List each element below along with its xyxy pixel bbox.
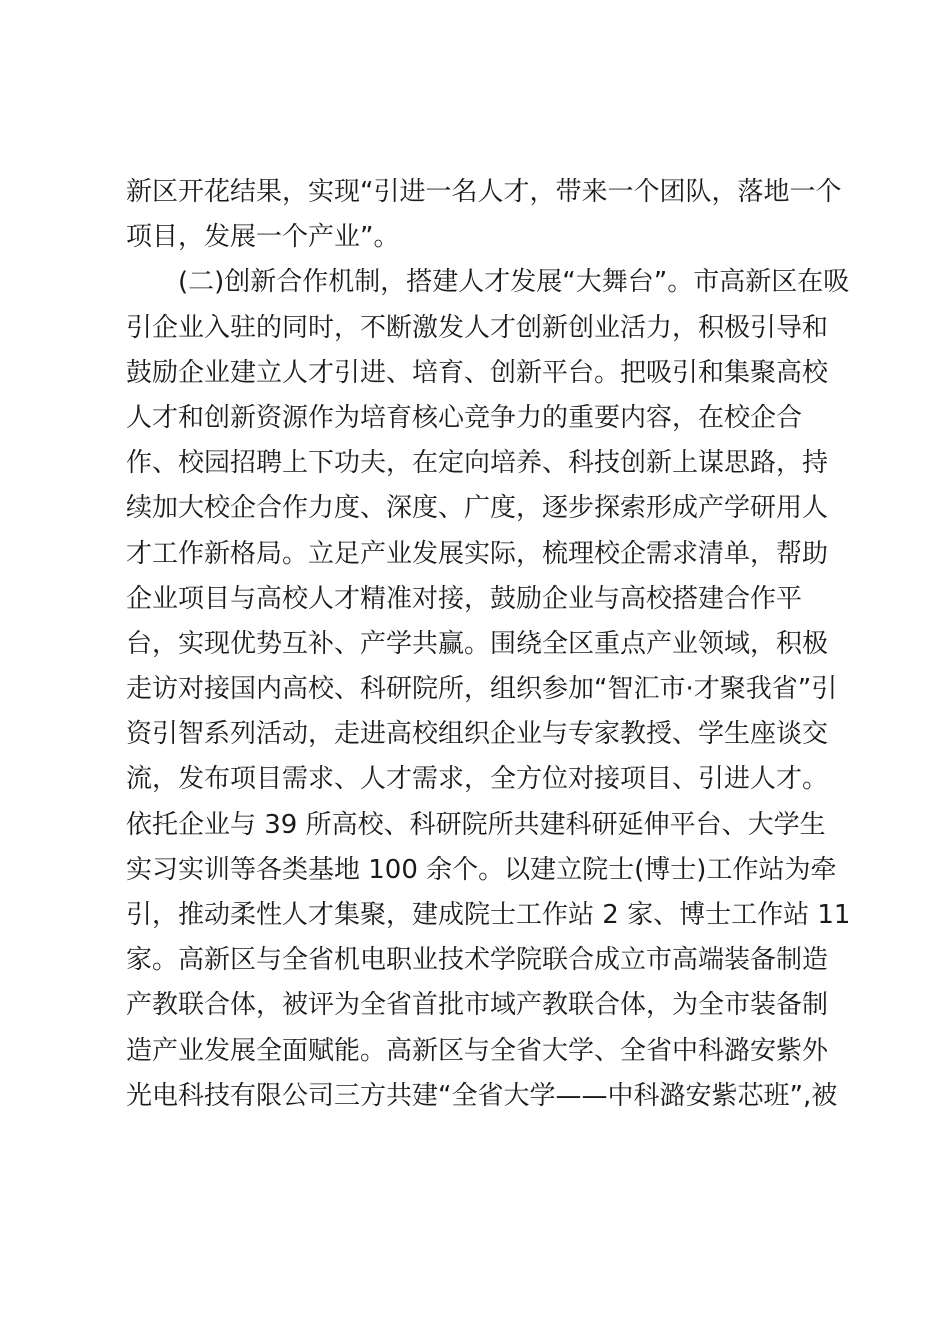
body-text <box>126 170 851 1119</box>
text-line: 造产业发展全面赋能。高新区与全省大学、全省中科潞安紫外 <box>126 1035 829 1066</box>
text-line: 鼓励企业建立人才引进、培育、创新平台。把吸引和集聚高校 <box>126 357 829 388</box>
text-line: 资引智系列活动，走进高校组织企业与专家教授、学生座谈交 <box>126 719 829 750</box>
text-line: 产教联合体，被评为全省首批市域产教联合体，为全市装备制 <box>126 990 829 1021</box>
text-line: 项目，发展一个产业”。 <box>126 222 400 253</box>
text-line: 企业项目与高校人才精准对接，鼓励企业与高校搭建合作平 <box>126 583 803 614</box>
text-line: 光电科技有限公司三方共建“全省大学——中科潞安紫芯班”,被 <box>126 1080 838 1111</box>
text-line: 人才和创新资源作为培育核心竞争力的重要内容，在校企合 <box>126 402 803 433</box>
text-line: 引企业入驻的同时，不断激发人才创新创业活力，积极引导和 <box>126 312 829 343</box>
text-line: 新区开花结果，实现“引进一名人才，带来一个团队，落地一个 <box>126 177 842 207</box>
text-line: 引，推动柔性人才集聚，建成院士工作站 2 家、博士工作站 11 <box>126 900 851 930</box>
text-line: 台，实现优势互补、产学共赢。围绕全区重点产业领域，积极 <box>126 628 829 659</box>
text-line: 流，发布项目需求、人才需求，全方位对接项目、引进人才。 <box>126 764 829 795</box>
paragraph-start-line: (二)创新合作机制，搭建人才发展“大舞台”。市高新区在吸 <box>178 267 850 298</box>
text-line: 作、校园招聘上下功夫，在定向培养、科技创新上谋思路，持 <box>126 448 829 479</box>
text-line: 续加大校企合作力度、深度、广度，逐步探索形成产学研用人 <box>126 493 829 524</box>
text-line: 才工作新格局。立足产业发展实际，梳理校企需求清单，帮助 <box>126 538 829 569</box>
text-line: 走访对接国内高校、科研院所，组织参加“智汇市·才聚我省”引 <box>126 674 838 705</box>
text-line: 依托企业与 39 所高校、科研院所共建科研延伸平台、大学生 <box>126 809 826 840</box>
text-line: 实习实训等各类基地 100 余个。以建立院士(博士)工作站为牵 <box>126 854 837 885</box>
text-line: 家。高新区与全省机电职业技术学院联合成立市高端装备制造 <box>126 945 829 976</box>
